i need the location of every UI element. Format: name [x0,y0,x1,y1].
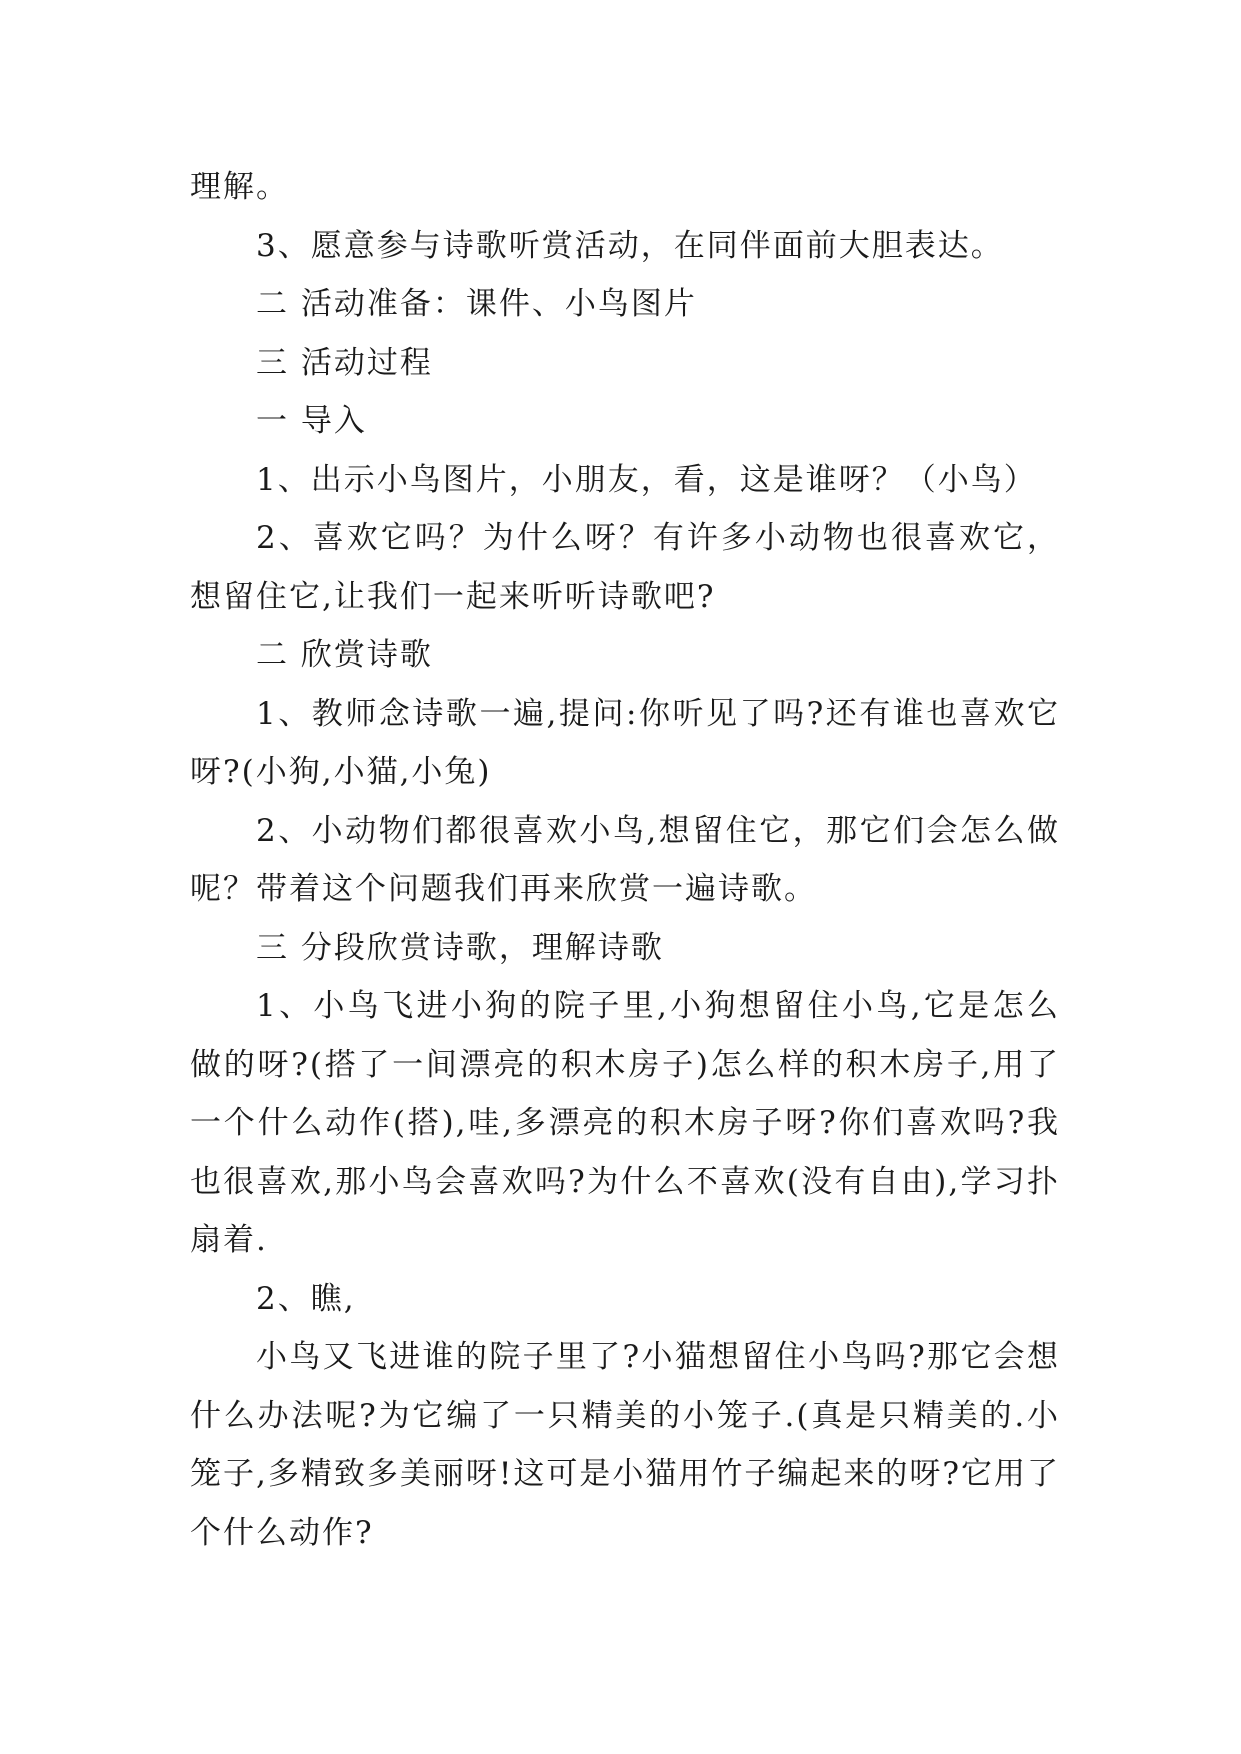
segmented-step-2: 2、瞧, [256,1280,356,1317]
paragraph-continuation: 理解。 [190,169,289,205]
section-heading-preparation: 二 活动准备：课件、小鸟图片 [256,286,697,322]
subheading-appreciate: 二 欣赏诗歌 [256,637,433,673]
section-heading-process: 三 活动过程 [256,344,433,381]
appreciate-step-1: 1、教师念诗歌一遍,提问:你听见了吗?还有谁也喜欢它呀?(小狗,小猫,小兔) [190,695,1060,790]
intro-step-2: 2、喜欢它吗？为什么呀？有许多小动物也很喜欢它，想留住它,让我们一起来听听诗歌吧? [190,520,1060,615]
subheading-segmented: 三 分段欣赏诗歌，理解诗歌 [256,929,664,966]
segmented-step-2-detail: 小鸟又飞进谁的院子里了?小猫想留住小鸟吗?那它会想什么办法呢?为它编了一只精美的小笼子.(真是只精美的.小笼子,多精致多美丽呀!这可是小猫用竹子编起来的呀?它用了个什么动作? [190,1339,1060,1551]
appreciate-step-2: 2、小动物们都很喜欢小鸟,想留住它，那它们会怎么做呢？带着这个问题我们再来欣赏一遍诗歌。 [190,812,1060,907]
document-page [190,158,1060,1562]
intro-step-1: 1、出示小鸟图片，小朋友，看，这是谁呀？（小鸟） [256,461,1037,498]
subheading-intro: 一 导入 [256,403,367,439]
segmented-step-1: 1、小鸟飞进小狗的院子里,小狗想留住小鸟,它是怎么做的呀?(搭了一间漂亮的积木房子)怎么样的积木房子,用了一个什么动作(搭),哇,多漂亮的积木房子呀?你们喜欢吗?我也很喜欢,那小鸟会喜欢吗?为什么不喜欢(没有自由),学习扑扇着. [190,988,1060,1258]
goal-3: 3、愿意参与诗歌听赏活动，在同伴面前大胆表达。 [256,227,1004,264]
